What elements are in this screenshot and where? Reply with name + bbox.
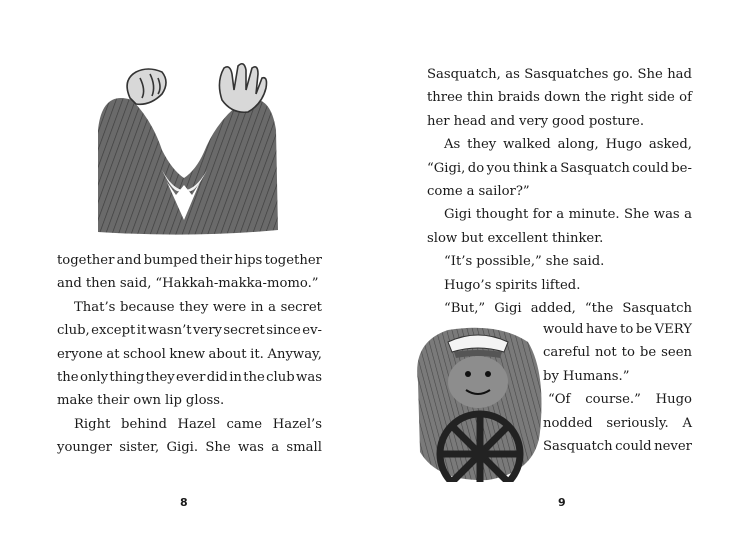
text-line: “Gigi, do you think a Sasquatch could be- [427, 160, 692, 176]
text-line: “But,” Gigi added, “the Sasquatch [444, 301, 692, 316]
text-line: careful not to be seen [543, 345, 692, 361]
text-line: eryone at school knew about it. Anyway, [57, 346, 322, 362]
text-line: and then said, “Hakkah-makka-momo.” [57, 276, 319, 292]
text-line: by Humans.” [543, 368, 630, 384]
right-page [375, 0, 750, 542]
text-line: younger sister, Gigi. She was a small [57, 440, 322, 456]
text-line: “Of course.” Hugo [548, 392, 692, 408]
text-line: Hugo’s spirits lifted. [444, 277, 581, 293]
text-line: As they walked along, Hugo asked, [444, 137, 692, 153]
page-number: 8 [180, 496, 188, 509]
text-line: together and bumped their hips together [57, 253, 322, 268]
sasquatch-sailor-illustration [408, 322, 548, 482]
text-line: would have to be VERY [543, 322, 692, 337]
text-line: Right behind Hazel came Hazel’s [74, 416, 322, 432]
text-line: Sasquatch, as Sasquatches go. She had [427, 67, 692, 82]
text-line: club, except it wasn’t very secret since ev- [57, 323, 322, 339]
text-line: come a sailor?” [427, 184, 530, 199]
sasquatch-arms-illustration [92, 60, 282, 240]
page-number: 9 [558, 496, 566, 509]
text-line: Gigi thought for a minute. She was a [444, 207, 692, 223]
text-line: make their own lip gloss. [57, 393, 225, 409]
text-line: the only thing they ever did in the club was [57, 370, 322, 385]
text-line: three thin braids down the right side of [427, 90, 692, 106]
text-line: That’s because they were in a secret [74, 299, 322, 315]
text-line: nodded seriously. A [543, 415, 692, 431]
text-line: her head and very good posture. [427, 113, 645, 129]
text-line: “It’s possible,” she said. [444, 254, 605, 270]
text-line: Sasquatch could never [543, 439, 692, 454]
text-line: slow but excellent thinker. [427, 230, 604, 246]
